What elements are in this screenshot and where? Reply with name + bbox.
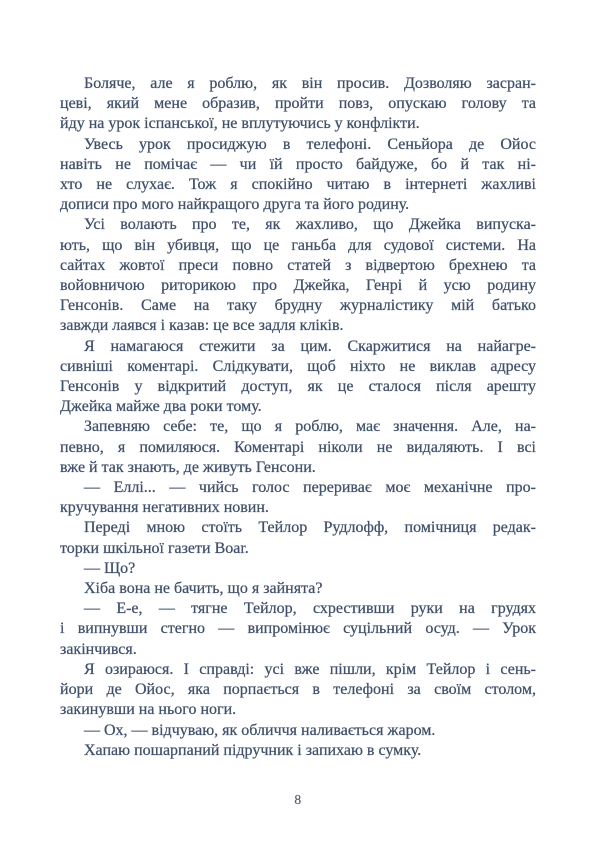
paragraph [60,660,536,721]
text-line: Хапаю пошарпаний підручник і запихаю в сумку. [84,741,422,759]
text-line: Усі волають про те, як жахливо, що Джейка випуска- [84,216,536,234]
text-line: йду на урок іспанської, не вплутуючись у конфлікти. [60,115,420,133]
text-line: Генсонів у відкритий доступ, як це сталося після арешту [60,378,536,396]
text-line: завжди лаявся і казав: це все задля кліків. [60,317,344,335]
text-line: цеві, який мене образив, пройти повз, опускаю голову та [60,95,536,113]
text-line: Запевняю себе: те, що я роблю, має значення. Але, на- [84,418,536,436]
text-line: войовничою риторикою про Джейка, Генрі й усю родину [60,277,536,295]
text-line: — Що? [84,559,136,577]
text-line: сайтах жовтої преси повно статей з відвертою брехнею та [60,256,536,274]
paragraph [60,599,536,660]
paragraph [60,559,536,579]
paragraph [60,478,536,518]
text-line: певно, я помиляюся. Коментарі ніколи не видаляють. І всі [60,438,536,456]
paragraph [60,74,536,135]
text-line: ють, що він убивця, що це ганьба для судової системи. На [60,236,536,254]
text-line: йори де Ойос, яка порпається в телефоні за своїм столом, [60,681,536,699]
text-line: Увесь урок просиджую в телефоні. Сеньйора де Ойос [84,135,536,153]
text-line: Я намагаюся стежити за цим. Скаржитися на найагре- [84,337,536,355]
text-line: сивніші коментарі. Слідкувати, щоб ніхто не виклав адресу [60,357,536,375]
text-line: закінчився. [60,640,137,658]
text-line: дописи про мого найкращого друга та його родину. [60,196,410,214]
text-line: вже й так знають, де живуть Генсони. [60,458,316,476]
paragraph [60,518,536,558]
text-line: Переді мною стоїть Тейлор Рудлофф, помічниця редак- [84,519,536,537]
paragraph [60,721,536,741]
text-line: навіть не помічає — чи їй просто байдуже, бо й так ні- [60,155,536,173]
text-line: Джейка майже два роки тому. [60,398,262,416]
paragraph [60,579,536,599]
paragraph [60,215,536,336]
paragraph [60,135,536,216]
paragraph [60,741,536,761]
text-block [60,74,536,761]
text-line: закинувши на нього ноги. [60,701,237,719]
paragraph [60,417,536,478]
text-line: торки шкільної газети Boar. [60,539,249,557]
text-line: хто не слухає. Тож я спокійно читаю в інтернеті жахливі [60,176,536,194]
page-number: 8 [294,792,302,807]
text-line: — Еллі... — чийсь голос перериває моє механічне про- [84,479,536,497]
paragraph [60,337,536,418]
text-line: кручування негативних новин. [60,499,269,517]
text-line: Генсонів. Саме на таку брудну журналістику мій батько [60,297,536,315]
text-line: Боляче, але я роблю, як він просив. Дозволяю засран- [84,75,536,92]
text-line: і випнувши стегно — випромінює суцільний осуд. — Урок [60,620,536,638]
text-line: Хіба вона не бачить, що я зайнята? [84,580,323,598]
text-line: — Е-е, — тягне Тейлор, схрестивши руки на грудях [84,600,536,618]
text-line: Я озираюся. І справді: усі вже пішли, крім Тейлор і сень- [84,660,536,678]
text-line: — Ох, — відчуваю, як обличчя наливається жаром. [84,721,436,739]
